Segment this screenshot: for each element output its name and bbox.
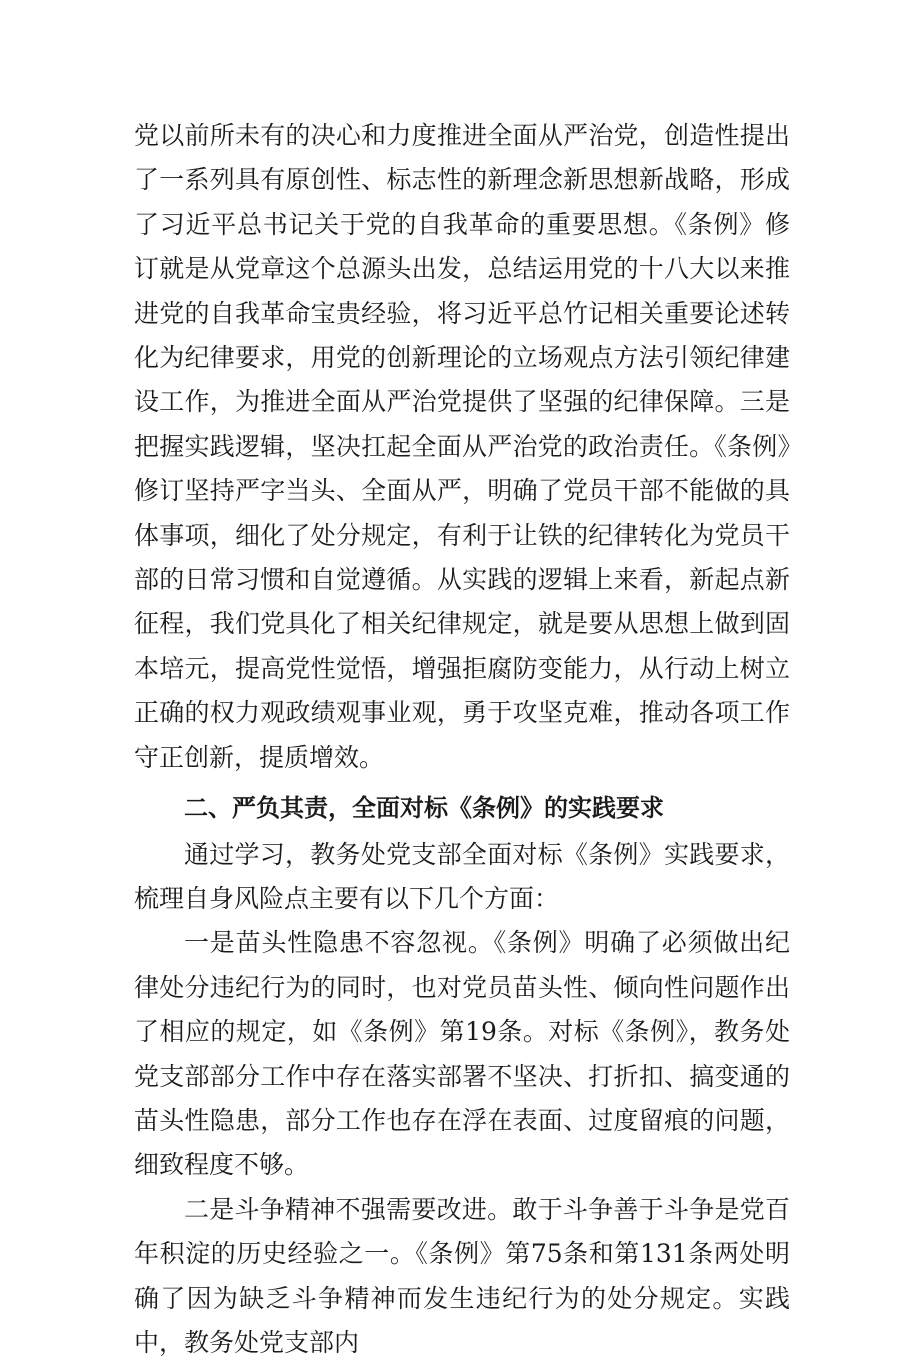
paragraph-continuation: 党以前所未有的决心和力度推进全面从严治党，创造性提出了一系列具有原创性、标志性的新理念新思想新战略，形成了习近平总书记关于党的自我革命的重要思想。《条例》修订就是从党章这个总源头出发，总结运用党的十八大以来推进党的自我革命宝贵经验，将习近平总竹记相关重要论述转化为纪律要求，用党的创新理论的立场观点方法引领纪律建设工作，为推进全面从严治党提供了坚强的纪律保障。三是把握实践逻辑，坚决扛起全面从严治党的政治责任。《条例》修订坚持严字当头、全面从严，明确了党员干部不能做的具体事项，细化了处分规定，有利于让铁的纪律转化为党员干部的日常习惯和自觉遵循。从实践的逻辑上来看，新起点新征程，我们党具化了相关纪律规定，就是要从思想上做到固本培元，提高党性觉悟，增强拒腐防变能力，从行动上树立正确的权力观政绩观事业观，勇于攻坚克难，推动各项工作守正创新，提质增效。 <box>134 121 790 772</box>
paragraph-point-one: 一是苗头性隐患不容忽视。《条例》明确了必须做出纪律处分违纪行为的同时，也对党员苗头性、倾向性问题作出了相应的规定，如《条例》第19条。对标《条例》，教务处党支部部分工作中存在落实部署不坚决、打折扣、搞变通的苗头性隐患，部分工作也存在浮在表面、过度留痕的问题，细致程度不够。 <box>134 928 790 1180</box>
paragraph-intro: 通过学习，教务处党支部全面对标《条例》实践要求，梳理自身风险点主要有以下几个方面： <box>134 839 790 913</box>
document-body <box>134 114 790 1365</box>
paragraph-point-two: 二是斗争精神不强需要改进。敢于斗争善于斗争是党百年积淀的历史经验之一。《条例》第75条和第131条两处明确了因为缺乏斗争精神而发生违纪行为的处分规定。实践中，教务处党支部内 <box>134 1194 790 1357</box>
section-heading: 二、严负其责，全面对标《条例》的实践要求 <box>184 794 664 823</box>
